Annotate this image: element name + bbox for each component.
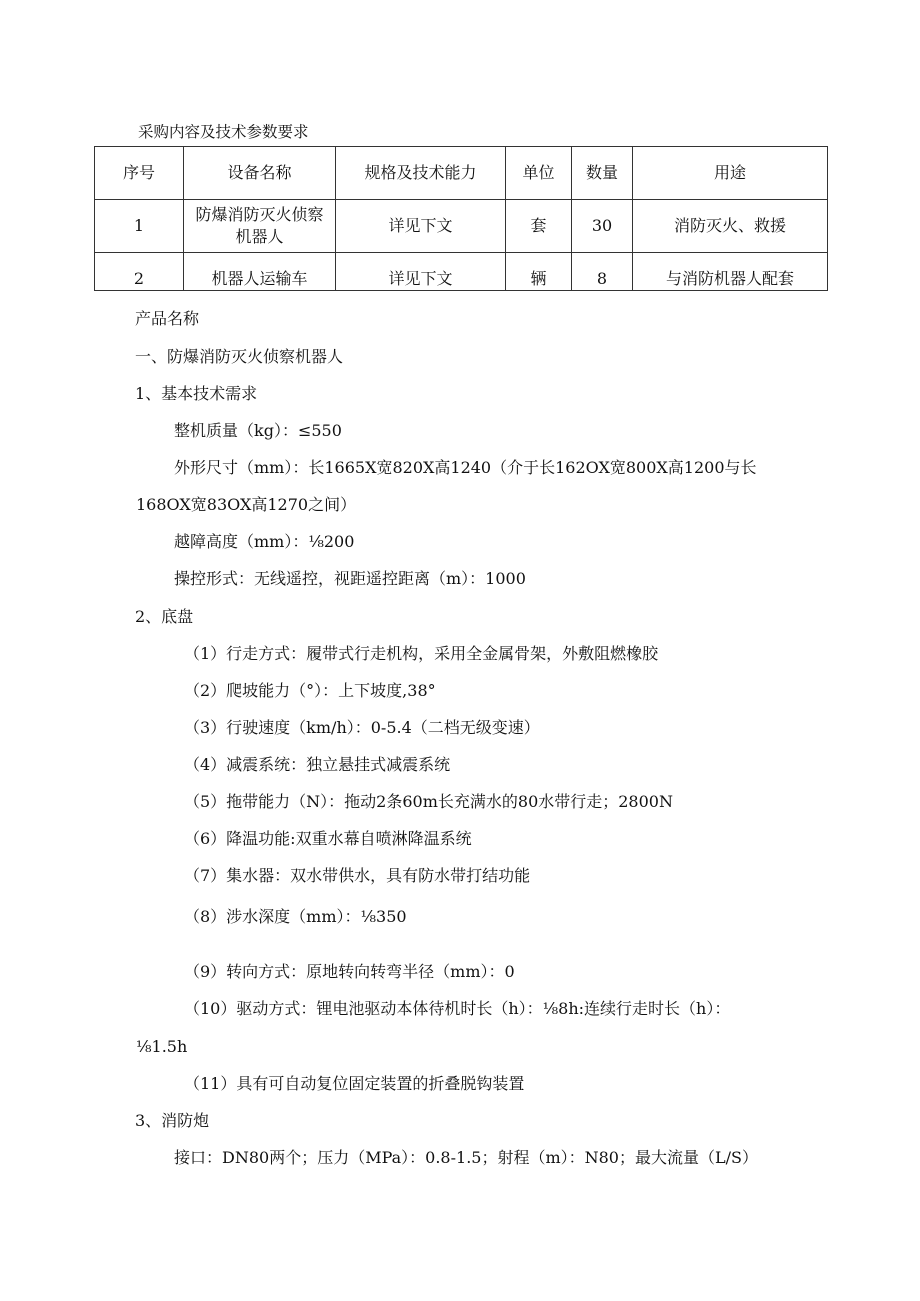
header-spec: 规格及技术能力 <box>336 147 506 200</box>
chassis-item-4: （4）减震系统：独立悬挂式减震系统 <box>184 755 451 774</box>
section-heading-robot: 一、防爆消防灭火侦察机器人 <box>135 347 344 366</box>
spec-line-dimensions: 外形尺寸（mm）：长1665X宽820X高1240（介于长162OX宽800X高1200与长 <box>174 458 757 477</box>
chassis-item-10: （10）驱动方式：锂电池驱动本体待机时长（h）：⅛8h:连续行走时长（h）： <box>184 999 731 1018</box>
section-product-name: 产品名称 <box>135 309 200 328</box>
subsection-chassis: 2、底盘 <box>135 607 194 626</box>
spec-line-dimensions-cont: 168OX宽83OX高1270之间） <box>136 495 357 514</box>
table-row <box>95 253 828 291</box>
cell-quantity: 8 <box>572 253 633 291</box>
spec-line-obstacle-height: 越障高度（mm）：⅛200 <box>174 532 355 551</box>
cell-purpose: 与消防机器人配套 <box>633 253 828 291</box>
chassis-item-1: （1）行走方式：履带式行走机构，采用全金属骨架，外敷阻燃橡胶 <box>184 644 659 663</box>
cell-device-name: 防爆消防灭火侦察机器人 <box>184 200 336 253</box>
cell-purpose: 消防灭火、救援 <box>633 200 828 253</box>
header-device-name: 设备名称 <box>184 147 336 200</box>
chassis-item-9: （9）转向方式：原地转向转弯半径（mm）：0 <box>184 962 515 981</box>
spec-line-control-mode: 操控形式：无线遥控，视距遥控距离（m）：1000 <box>174 569 526 588</box>
chassis-item-11: （11）具有可自动复位固定装置的折叠脱钩装置 <box>184 1074 525 1093</box>
header-purpose: 用途 <box>633 147 828 200</box>
table-header-row <box>95 147 828 200</box>
spec-line-mass: 整机质量（kg）：≤550 <box>174 421 342 440</box>
cell-spec: 详见下文 <box>336 200 506 253</box>
chassis-item-2: （2）爬坡能力（°）：上下坡度,38° <box>184 681 436 700</box>
subsection-fire-monitor: 3、消防炮 <box>135 1111 210 1130</box>
chassis-item-10-cont: ⅛1.5h <box>136 1037 188 1056</box>
chassis-item-5: （5）拖带能力（N）：拖动2条60m长充满水的80水带行走；2800N <box>184 792 673 811</box>
header-quantity: 数量 <box>572 147 633 200</box>
subsection-basic-requirements: 1、基本技术需求 <box>135 384 258 403</box>
chassis-item-6: （6）降温功能:双重水幕自喷淋降温系统 <box>184 829 472 848</box>
cell-index: 1 <box>95 200 184 253</box>
cell-quantity: 30 <box>572 200 633 253</box>
procurement-table <box>94 146 828 291</box>
cell-index: 2 <box>95 253 184 291</box>
table-caption: 采购内容及技术参数要求 <box>138 123 309 141</box>
cell-unit: 套 <box>506 200 572 253</box>
cell-unit: 辆 <box>506 253 572 291</box>
cell-device-name: 机器人运输车 <box>184 253 336 291</box>
cell-spec: 详见下文 <box>336 253 506 291</box>
chassis-item-7: （7）集水器：双水带供水，具有防水带打结功能 <box>184 866 531 885</box>
table-row <box>95 200 828 253</box>
chassis-item-3: （3）行驶速度（km/h）：0-5.4（二档无级变速） <box>184 718 540 737</box>
header-unit: 单位 <box>506 147 572 200</box>
fire-monitor-interface: 接口：DN80两个；压力（MPa）：0.8-1.5；射程（m）：N80；最大流量（L/S） <box>174 1148 758 1167</box>
header-index: 序号 <box>95 147 184 200</box>
chassis-item-8: （8）涉水深度（mm）：⅛350 <box>184 907 407 926</box>
